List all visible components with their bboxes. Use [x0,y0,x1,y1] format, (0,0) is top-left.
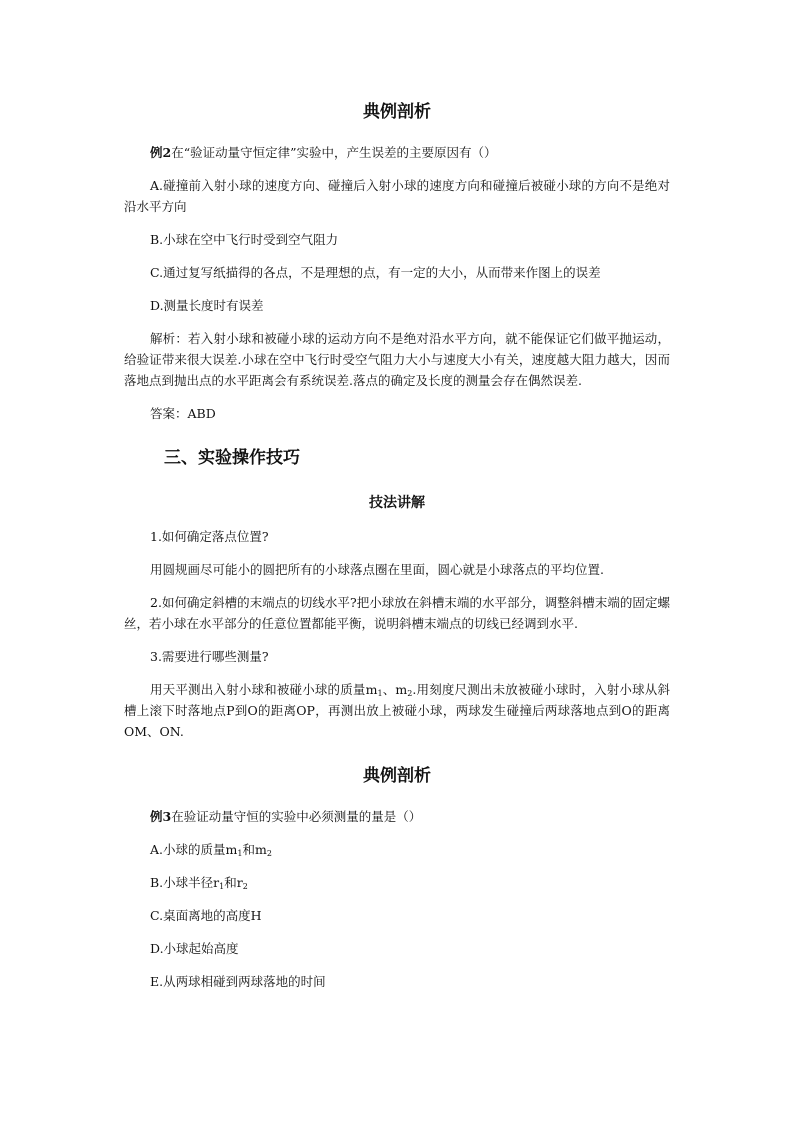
subheading-technique: 技法讲解 [369,495,425,511]
section-heading-operation-skills: 三、实验操作技巧 [164,448,300,468]
example-3-question: 例3在验证动量守恒的实验中必须测量的量是（） [150,809,422,824]
analysis-paragraph: 解析：若入射小球和被碰小球的运动方向不是绝对沿水平方向，就不能保证它们做平抛运动，给验证带来很大误差.小球在空中飞行时受空气阻力大小与速度大小有关，速度越大阻力越大，因而落地点到抛出点的水平距离会有系统误差.落点的确定及长度的测量会存在偶然误差. [124,331,670,388]
option-c-3: C.桌面离地的高度H [150,908,262,923]
answer-line: 答案：ABD [150,406,216,421]
section-heading-example-analysis: 典例剖析 [363,102,431,122]
option-d-3: D.小球起始高度 [150,941,239,956]
question-2: 2.如何确定斜槽的末端点的切线水平?把小球放在斜槽末端的水平部分，调整斜槽末端的固定螺丝，若小球在水平部分的任意位置都能平衡，说明斜槽末端点的切线已经调到水平. [124,595,670,631]
answer-3: 用天平测出入射小球和被碰小球的质量$m_1$、$m_2$.用刻度尺测出未放被碰小球时，入射小球从斜槽上滚下时落地点P到O的距离OP，再测出放上被碰小球，两球发生碰撞后两球落地点到O的距离OM、ON. [124,682,670,739]
question-1: 1.如何确定落点位置? [150,529,269,544]
example-label-3: 例3 [150,809,172,824]
option-c: C.通过复写纸描得的各点，不是理想的点，有一定的大小，从而带来作图上的误差 [150,265,601,280]
question-3: 3.需要进行哪些测量? [150,649,269,664]
example-label: 例2 [150,145,172,160]
option-b-3: B.小球半径$r_1$和$r_2$ [150,875,248,891]
option-e-3: E.从两球相碰到两球落地的时间 [150,974,326,989]
document-content [124,100,670,992]
option-a-3: A.小球的质量$m_1$和$m_2$ [150,842,272,858]
option-d: D.测量长度时有误差 [150,298,264,313]
section-heading-example-analysis-2: 典例剖析 [363,766,431,786]
option-a: A.碰撞前入射小球的速度方向、碰撞后入射小球的速度方向和碰撞后被碰小球的方向不是绝对沿水平方向 [124,178,670,214]
option-b: B.小球在空中飞行时受到空气阻力 [150,232,339,247]
example-2-question: 例2在“验证动量守恒定律”实验中，产生误差的主要原因有（） [150,145,497,160]
answer-1: 用圆规画尽可能小的圆把所有的小球落点圈在里面，圆心就是小球落点的平均位置. [150,562,604,577]
